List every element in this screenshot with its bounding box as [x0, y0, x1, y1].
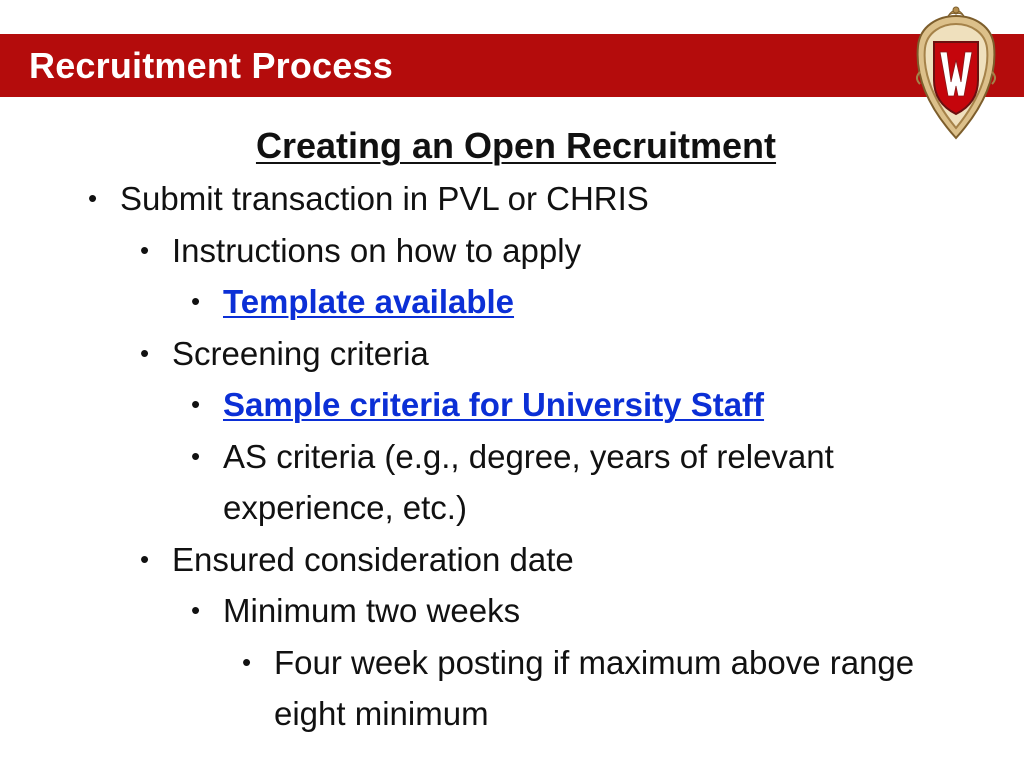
bullet-text: Submit transaction in PVL or CHRIS: [120, 180, 649, 217]
bullet-dot: •: [242, 646, 252, 677]
bullet-item: [0, 585, 1024, 637]
sample-criteria-link[interactable]: Sample criteria for University Staff: [223, 386, 765, 423]
bullet-dot: •: [140, 337, 150, 368]
bullet-item: [0, 379, 1024, 431]
slide-subtitle: [0, 124, 1024, 168]
bullet-dot: •: [191, 595, 201, 625]
bullet-item: [0, 637, 934, 740]
uw-crest-icon: [912, 2, 1000, 142]
bullet-text: Instructions on how to apply: [172, 231, 582, 269]
bullet-list: [0, 173, 1024, 740]
bullet-dot: •: [191, 440, 201, 471]
bullet-item: [0, 328, 1024, 380]
bullet-item: [0, 225, 1024, 277]
bullet-text: Screening criteria: [172, 334, 429, 372]
bullet-dot: •: [191, 389, 201, 419]
slide-title: Recruitment Process: [29, 45, 393, 86]
bullet-item: [0, 276, 1024, 328]
bullet-dot: •: [88, 183, 98, 213]
bullet-dot: •: [191, 286, 201, 316]
bullet-dot: •: [140, 543, 150, 574]
bullet-dot: •: [140, 234, 150, 265]
bullet-text: Four week posting if maximum above range eight minimum: [274, 643, 915, 732]
bullet-item: [0, 173, 1024, 225]
subtitle-text: Creating an Open Recruitment: [255, 125, 777, 166]
template-available-link[interactable]: Template available: [223, 283, 515, 320]
bullet-text: Ensured consideration date: [172, 540, 574, 578]
bullet-item: [0, 534, 1024, 586]
bullet-item: [0, 431, 953, 534]
bullet-text: Minimum two weeks: [223, 592, 521, 629]
bullet-text: AS criteria (e.g., degree, years of relevant experience, etc.): [223, 437, 834, 526]
